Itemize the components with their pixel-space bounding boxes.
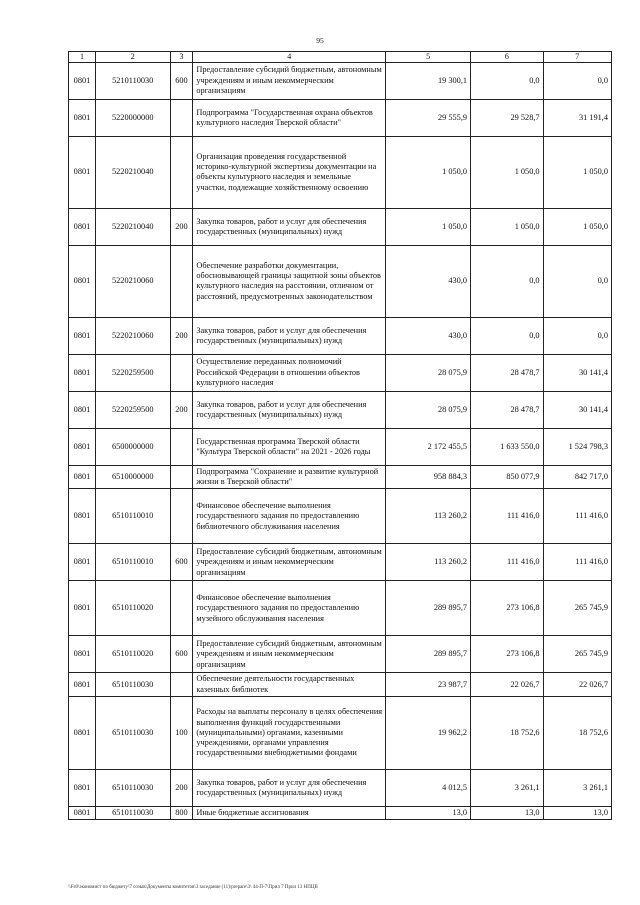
table-row	[69, 636, 612, 673]
cell-v1: 13,0	[386, 807, 471, 820]
table-row	[69, 673, 612, 697]
cell-v2: 0,0	[471, 317, 544, 354]
cell-type: 200	[170, 317, 193, 354]
cell-section: 0801	[69, 465, 96, 489]
cell-v2: 3 261,1	[471, 770, 544, 807]
cell-name: Подпрограмма "Сохранение и развитие культурной жизни в Тверской области"	[193, 465, 386, 489]
table-row	[69, 807, 612, 820]
table-row	[69, 489, 612, 544]
table-row	[69, 544, 612, 581]
table-row	[69, 208, 612, 245]
cell-v2: 18 752,6	[471, 697, 544, 770]
cell-v1: 19 962,2	[386, 697, 471, 770]
cell-v3: 0,0	[543, 245, 611, 317]
cell-v3: 22 026,7	[543, 673, 611, 697]
cell-code: 5220000000	[95, 99, 170, 136]
table-row	[69, 62, 612, 99]
cell-v2: 1 633 550,0	[471, 428, 544, 465]
cell-type	[170, 428, 193, 465]
cell-v3: 265 745,9	[543, 581, 611, 636]
cell-name: Предоставление субсидий бюджетным, автономным учреждениям и иным некоммерческим организациям	[193, 62, 386, 99]
cell-section: 0801	[69, 770, 96, 807]
column-header: 3	[170, 52, 193, 63]
cell-section: 0801	[69, 581, 96, 636]
cell-section: 0801	[69, 245, 96, 317]
cell-code: 6510110010	[95, 489, 170, 544]
cell-code: 6510110030	[95, 770, 170, 807]
cell-section: 0801	[69, 391, 96, 428]
cell-type	[170, 581, 193, 636]
cell-type: 200	[170, 391, 193, 428]
cell-section: 0801	[69, 807, 96, 820]
cell-v3: 0,0	[543, 62, 611, 99]
cell-v2: 1 050,0	[471, 136, 544, 208]
cell-v2: 0,0	[471, 62, 544, 99]
file-path-footer: \\Fs0\экономист по бюджету\7 созыв\Документы комитетов\3 заседание (11)\prepare\3\ 44-П-7\Прил 7 Прил 13 НПЦВ	[68, 885, 318, 890]
table-row	[69, 136, 612, 208]
cell-type	[170, 245, 193, 317]
cell-v2: 28 478,7	[471, 354, 544, 391]
cell-v2: 28 478,7	[471, 391, 544, 428]
cell-code: 5220210040	[95, 136, 170, 208]
cell-type: 600	[170, 636, 193, 673]
table-row	[69, 770, 612, 807]
table-row	[69, 465, 612, 489]
page-number: 95	[316, 36, 324, 45]
cell-code: 6510110010	[95, 544, 170, 581]
cell-section: 0801	[69, 62, 96, 99]
cell-code: 6510110030	[95, 673, 170, 697]
cell-name: Обеспечение деятельности государственных казенных библиотек	[193, 673, 386, 697]
table-row	[69, 428, 612, 465]
cell-v1: 23 987,7	[386, 673, 471, 697]
column-header: 7	[543, 52, 611, 63]
cell-v2: 850 077,9	[471, 465, 544, 489]
cell-v1: 289 895,7	[386, 636, 471, 673]
cell-name: Финансовое обеспечение выполнения государственного задания по предоставлению музейного обслуживания населения	[193, 581, 386, 636]
cell-v1: 289 895,7	[386, 581, 471, 636]
cell-v3: 1 524 798,3	[543, 428, 611, 465]
cell-v1: 430,0	[386, 245, 471, 317]
cell-v1: 28 075,9	[386, 391, 471, 428]
cell-v2: 111 416,0	[471, 544, 544, 581]
cell-type: 600	[170, 62, 193, 99]
cell-v1: 29 555,9	[386, 99, 471, 136]
cell-section: 0801	[69, 317, 96, 354]
cell-code: 6510110030	[95, 807, 170, 820]
cell-section: 0801	[69, 489, 96, 544]
cell-name: Закупка товаров, работ и услуг для обеспечения государственных (муниципальных) нужд	[193, 317, 386, 354]
cell-v1: 2 172 455,5	[386, 428, 471, 465]
cell-v1: 113 260,2	[386, 489, 471, 544]
table-row	[69, 391, 612, 428]
cell-v1: 1 050,0	[386, 136, 471, 208]
cell-section: 0801	[69, 208, 96, 245]
cell-v3: 3 261,1	[543, 770, 611, 807]
cell-name: Подпрограмма "Государственная охрана объектов культурного наследия Тверской области"	[193, 99, 386, 136]
cell-name: Предоставление субсидий бюджетным, автономным учреждениям и иным некоммерческим организациям	[193, 544, 386, 581]
cell-type: 200	[170, 770, 193, 807]
cell-name: Закупка товаров, работ и услуг для обеспечения государственных (муниципальных) нужд	[193, 391, 386, 428]
cell-v1: 28 075,9	[386, 354, 471, 391]
table-row	[69, 354, 612, 391]
cell-v3: 30 141,4	[543, 354, 611, 391]
column-header: 1	[69, 52, 96, 63]
cell-v2: 13,0	[471, 807, 544, 820]
table-row	[69, 99, 612, 136]
column-header: 5	[386, 52, 471, 63]
cell-name: Организация проведения государственной историко-культурной экспертизы документации на объекты культурного наследия и земельные участки, подлежащие хозяйственному освоению	[193, 136, 386, 208]
cell-v1: 430,0	[386, 317, 471, 354]
cell-v1: 113 260,2	[386, 544, 471, 581]
cell-name: Осуществление переданных полномочий Российской Федерации в отношении объектов культурного наследия	[193, 354, 386, 391]
cell-name: Расходы на выплаты персоналу в целях обеспечения выполнения функций государственными (муниципальными) органами, казенными учреждениями, органами управления государственными внебюджетными фондами	[193, 697, 386, 770]
cell-v1: 958 884,3	[386, 465, 471, 489]
cell-code: 5210110030	[95, 62, 170, 99]
cell-section: 0801	[69, 636, 96, 673]
cell-type	[170, 136, 193, 208]
cell-v3: 30 141,4	[543, 391, 611, 428]
column-header: 6	[471, 52, 544, 63]
column-header: 4	[193, 52, 386, 63]
cell-code: 6510110030	[95, 697, 170, 770]
header-row	[69, 52, 612, 63]
cell-type: 600	[170, 544, 193, 581]
cell-v2: 111 416,0	[471, 489, 544, 544]
cell-type	[170, 465, 193, 489]
cell-v3: 18 752,6	[543, 697, 611, 770]
cell-v3: 1 050,0	[543, 136, 611, 208]
cell-name: Обеспечение разработки документации, обосновывающей границы защитной зоны объектов культурного наследия на расстоянии, отличном от расстояний, предусмотренных законодательством	[193, 245, 386, 317]
cell-code: 6510000000	[95, 465, 170, 489]
cell-section: 0801	[69, 673, 96, 697]
cell-code: 6510110020	[95, 636, 170, 673]
cell-type: 800	[170, 807, 193, 820]
cell-code: 6500000000	[95, 428, 170, 465]
budget-table	[68, 51, 612, 820]
cell-v1: 1 050,0	[386, 208, 471, 245]
cell-v2: 273 106,8	[471, 581, 544, 636]
cell-code: 5220210060	[95, 317, 170, 354]
table-row	[69, 317, 612, 354]
cell-section: 0801	[69, 697, 96, 770]
cell-section: 0801	[69, 354, 96, 391]
cell-type: 100	[170, 697, 193, 770]
cell-v3: 13,0	[543, 807, 611, 820]
cell-v3: 0,0	[543, 317, 611, 354]
cell-code: 5220210040	[95, 208, 170, 245]
table-row	[69, 245, 612, 317]
cell-v3: 31 191,4	[543, 99, 611, 136]
cell-v3: 1 050,0	[543, 208, 611, 245]
column-header: 2	[95, 52, 170, 63]
cell-name: Закупка товаров, работ и услуг для обеспечения государственных (муниципальных) нужд	[193, 208, 386, 245]
cell-v2: 1 050,0	[471, 208, 544, 245]
cell-section: 0801	[69, 428, 96, 465]
cell-name: Финансовое обеспечение выполнения государственного задания по предоставлению библиотечного обслуживания населения	[193, 489, 386, 544]
cell-v3: 265 745,9	[543, 636, 611, 673]
cell-section: 0801	[69, 136, 96, 208]
cell-section: 0801	[69, 99, 96, 136]
cell-code: 5220259500	[95, 391, 170, 428]
cell-name: Предоставление субсидий бюджетным, автономным учреждениям и иным некоммерческим организациям	[193, 636, 386, 673]
cell-code: 5220259500	[95, 354, 170, 391]
cell-v2: 22 026,7	[471, 673, 544, 697]
cell-section: 0801	[69, 544, 96, 581]
table-row	[69, 581, 612, 636]
cell-name: Закупка товаров, работ и услуг для обеспечения государственных (муниципальных) нужд	[193, 770, 386, 807]
cell-v3: 111 416,0	[543, 544, 611, 581]
cell-type	[170, 354, 193, 391]
cell-v2: 29 528,7	[471, 99, 544, 136]
cell-code: 6510110020	[95, 581, 170, 636]
cell-type: 200	[170, 208, 193, 245]
cell-v1: 19 300,1	[386, 62, 471, 99]
cell-name: Государственная программа Тверской области "Культура Тверской области" на 2021 - 2026 годы	[193, 428, 386, 465]
cell-type	[170, 489, 193, 544]
cell-v3: 842 717,0	[543, 465, 611, 489]
cell-v2: 0,0	[471, 245, 544, 317]
cell-type	[170, 99, 193, 136]
cell-type	[170, 673, 193, 697]
cell-name: Иные бюджетные ассигнования	[193, 807, 386, 820]
cell-v3: 111 416,0	[543, 489, 611, 544]
cell-v1: 4 012,5	[386, 770, 471, 807]
cell-code: 5220210060	[95, 245, 170, 317]
cell-v2: 273 106,8	[471, 636, 544, 673]
table-body	[69, 62, 612, 819]
table-row	[69, 697, 612, 770]
